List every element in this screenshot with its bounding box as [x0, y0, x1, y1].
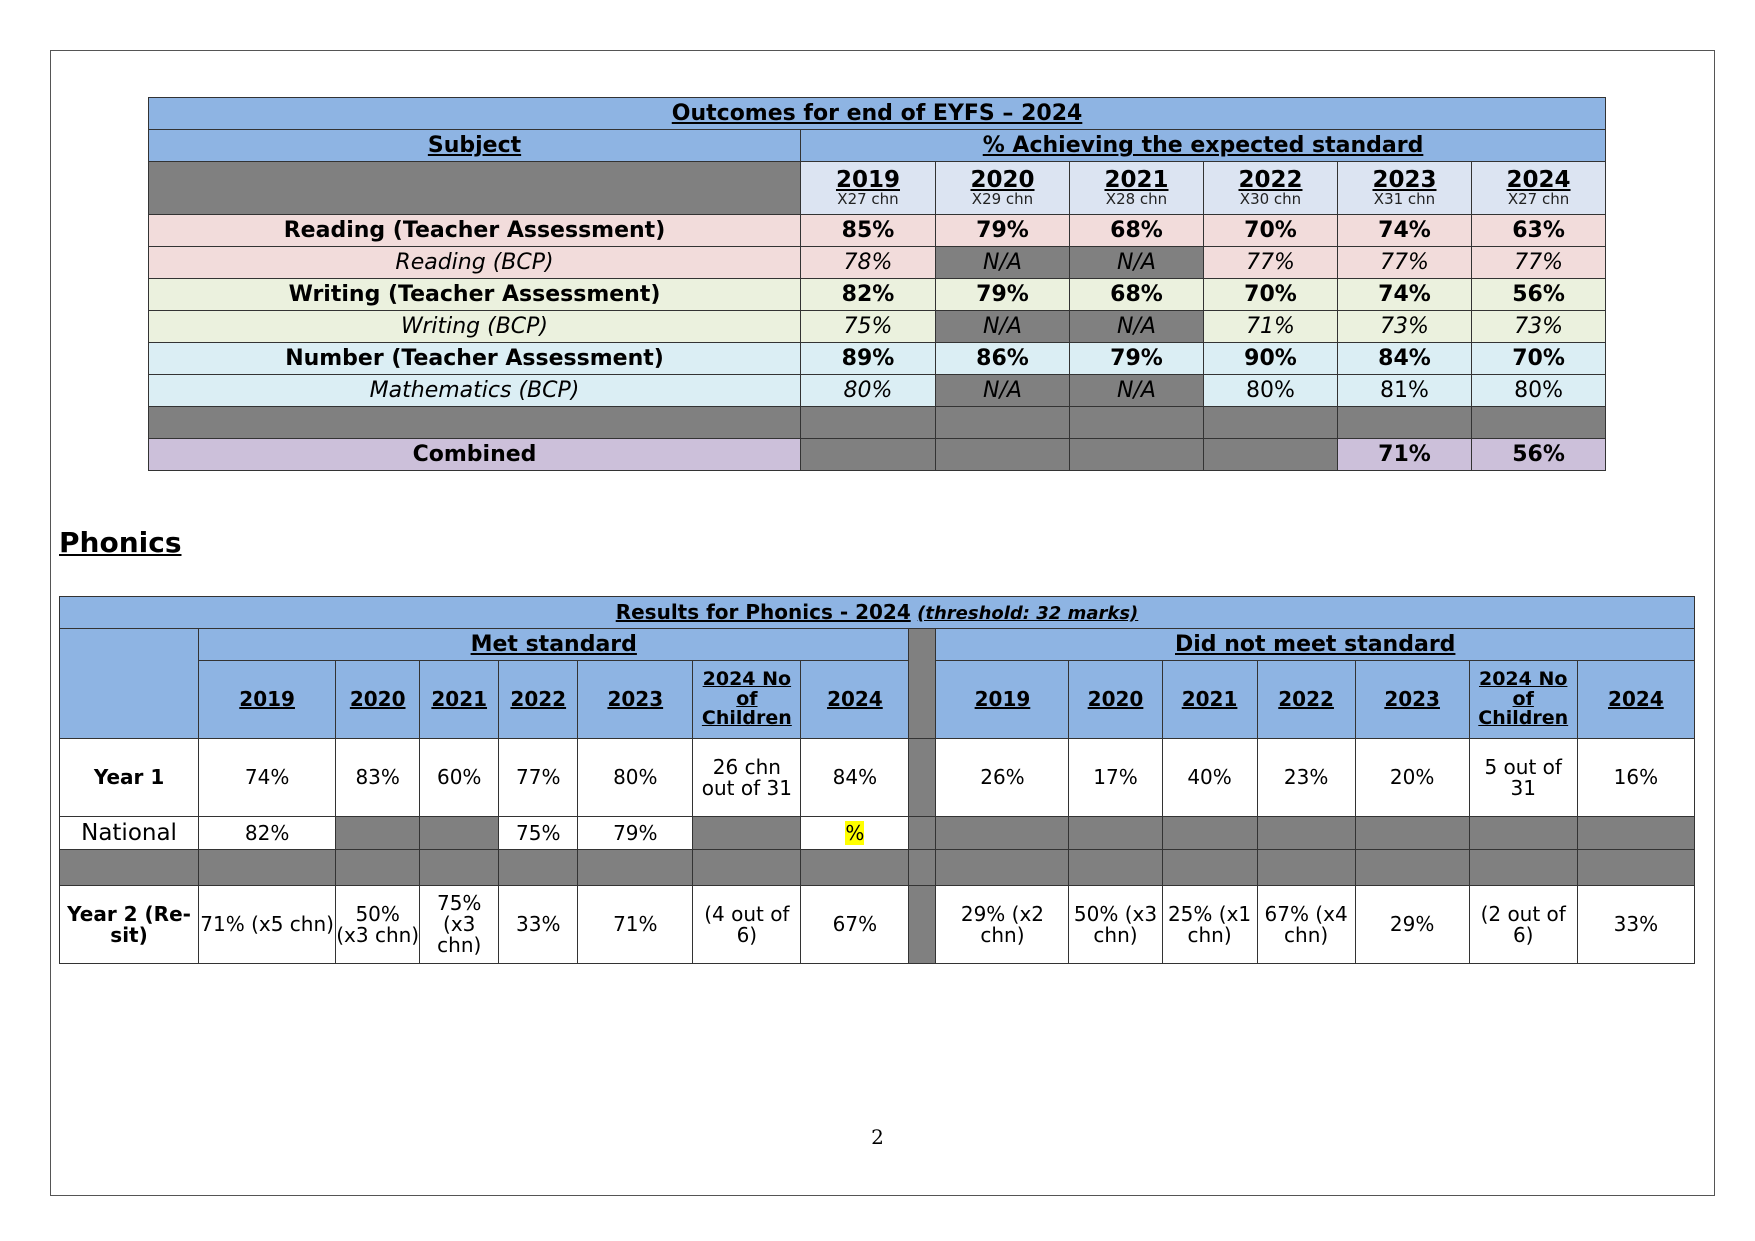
value-cell: 74% — [1338, 279, 1472, 311]
phonics-heading: Phonics — [59, 526, 182, 559]
page-number: 2 — [871, 1125, 884, 1149]
blank-header-cell — [60, 629, 199, 739]
table-row — [149, 215, 1606, 247]
value-cell: 75% (x3 chn) — [420, 886, 499, 964]
subject-header: Subject — [149, 130, 801, 162]
value-cell: 67% — [801, 886, 909, 964]
year-header: 2021 — [420, 661, 499, 739]
value-cell: 71% — [1204, 311, 1338, 343]
value-cell: 50% (x3 chn) — [336, 886, 420, 964]
year-header: 2020 — [336, 661, 420, 739]
value-cell: N/A — [936, 311, 1070, 343]
value-cell: 84% — [801, 739, 909, 817]
table-row — [149, 247, 1606, 279]
table-row — [149, 375, 1606, 407]
value-cell: 56% — [1472, 439, 1606, 471]
value-cell: 79% — [936, 215, 1070, 247]
separator-cell — [909, 886, 936, 964]
value-cell: 89% — [801, 343, 936, 375]
value-cell: 29% (x2 chn) — [936, 886, 1069, 964]
table-row — [60, 817, 1695, 850]
value-cell — [801, 439, 936, 471]
year-header: 2021 — [1162, 661, 1257, 739]
value-cell: 82% — [801, 279, 936, 311]
value-cell: 71% — [578, 886, 693, 964]
row-label: Combined — [149, 439, 801, 471]
row-label: Writing (Teacher Assessment) — [149, 279, 801, 311]
phonics-results-table — [59, 596, 1695, 964]
value-cell: 84% — [1338, 343, 1472, 375]
year-header: 2023 — [578, 661, 693, 739]
row-label: Writing (BCP) — [149, 311, 801, 343]
value-cell: 90% — [1204, 343, 1338, 375]
value-cell: 70% — [1204, 279, 1338, 311]
value-cell: 86% — [936, 343, 1070, 375]
value-cell: 68% — [1070, 279, 1204, 311]
value-cell: 40% — [1162, 739, 1257, 817]
value-cell: 80% — [1472, 375, 1606, 407]
year-header: 2021 X28 chn — [1070, 162, 1204, 215]
value-cell: 79% — [1070, 343, 1204, 375]
value-cell: N/A — [936, 247, 1070, 279]
table-row — [149, 343, 1606, 375]
combined-row — [149, 439, 1606, 471]
row-label: Year 2 (Re-sit) — [60, 886, 199, 964]
row-label: Reading (Teacher Assessment) — [149, 215, 801, 247]
blank-header-cell — [149, 162, 801, 215]
value-cell — [420, 817, 499, 850]
value-cell: 71% — [1338, 439, 1472, 471]
value-cell: 74% — [199, 739, 336, 817]
eyfs-outcomes-table — [148, 97, 1606, 471]
value-cell: 77% — [1204, 247, 1338, 279]
value-cell: 70% — [1204, 215, 1338, 247]
value-cell: 79% — [578, 817, 693, 850]
value-cell: 77% — [1338, 247, 1472, 279]
value-cell: 26 chn out of 31 — [693, 739, 801, 817]
year-header: 2022 X30 chn — [1204, 162, 1338, 215]
value-cell: 74% — [1338, 215, 1472, 247]
year-header: 2024 X27 chn — [1472, 162, 1606, 215]
value-cell: 33% — [499, 886, 578, 964]
year-header: 2024 — [801, 661, 909, 739]
year-header: 2020 — [1069, 661, 1162, 739]
value-cell: 85% — [801, 215, 936, 247]
value-cell: 79% — [936, 279, 1070, 311]
value-cell: 75% — [801, 311, 936, 343]
value-cell: 17% — [1069, 739, 1162, 817]
row-label: Mathematics (BCP) — [149, 375, 801, 407]
value-cell: 33% — [1577, 886, 1694, 964]
standard-header: % Achieving the expected standard — [801, 130, 1606, 162]
value-cell: 26% — [936, 739, 1069, 817]
value-cell: 77% — [1472, 247, 1606, 279]
value-cell: 68% — [1070, 215, 1204, 247]
value-cell: 23% — [1257, 739, 1355, 817]
year-header: 2019 — [199, 661, 336, 739]
spacer-row — [149, 407, 1606, 439]
value-cell: (4 out of 6) — [693, 886, 801, 964]
row-label: Number (Teacher Assessment) — [149, 343, 801, 375]
value-cell: 71% (x5 chn) — [199, 886, 336, 964]
year-header: 2023 X31 chn — [1338, 162, 1472, 215]
value-cell: 5 out of 31 — [1469, 739, 1577, 817]
year-header: 2024 No of Children — [693, 661, 801, 739]
value-cell: 77% — [499, 739, 578, 817]
year-header: 2024 No of Children — [1469, 661, 1577, 739]
value-cell: 81% — [1338, 375, 1472, 407]
table-row — [149, 279, 1606, 311]
value-cell — [693, 817, 801, 850]
value-cell: 80% — [1204, 375, 1338, 407]
year-header: 2024 — [1577, 661, 1694, 739]
value-cell: 25% (x1 chn) — [1162, 886, 1257, 964]
phonics-title: Results for Phonics - 2024 (threshold: 32 marks) — [60, 597, 1695, 629]
value-cell: 73% — [1338, 311, 1472, 343]
row-label: National — [60, 817, 199, 850]
table-row — [149, 311, 1606, 343]
value-cell — [801, 817, 909, 850]
value-cell: 75% — [499, 817, 578, 850]
highlighted-value: % — [845, 820, 865, 845]
separator-cell — [909, 739, 936, 817]
value-cell: 80% — [801, 375, 936, 407]
value-cell — [936, 439, 1070, 471]
value-cell: (2 out of 6) — [1469, 886, 1577, 964]
value-cell: 29% — [1355, 886, 1469, 964]
value-cell: N/A — [1070, 375, 1204, 407]
value-cell: 60% — [420, 739, 499, 817]
table-row — [60, 886, 1695, 964]
value-cell: 56% — [1472, 279, 1606, 311]
spacer-row — [60, 850, 1695, 886]
value-cell: N/A — [1070, 247, 1204, 279]
year-header: 2019 — [936, 661, 1069, 739]
year-header: 2023 — [1355, 661, 1469, 739]
value-cell: 73% — [1472, 311, 1606, 343]
value-cell — [336, 817, 420, 850]
value-cell: 80% — [578, 739, 693, 817]
value-cell — [1204, 439, 1338, 471]
met-standard-header: Met standard — [199, 629, 909, 661]
year-header: 2020 X29 chn — [936, 162, 1070, 215]
year-header: 2019 X27 chn — [801, 162, 936, 215]
value-cell — [1070, 439, 1204, 471]
value-cell: 67% (x4 chn) — [1257, 886, 1355, 964]
not-met-standard-header: Did not meet standard — [936, 629, 1695, 661]
value-cell: N/A — [1070, 311, 1204, 343]
value-cell: 78% — [801, 247, 936, 279]
value-cell: N/A — [936, 375, 1070, 407]
value-cell: 20% — [1355, 739, 1469, 817]
value-cell: 63% — [1472, 215, 1606, 247]
value-cell: 70% — [1472, 343, 1606, 375]
value-cell: 16% — [1577, 739, 1694, 817]
value-cell: 82% — [199, 817, 336, 850]
year-header: 2022 — [1257, 661, 1355, 739]
separator-column — [909, 629, 936, 739]
value-cell: 83% — [336, 739, 420, 817]
row-label: Year 1 — [60, 739, 199, 817]
year-header: 2022 — [499, 661, 578, 739]
row-label: Reading (BCP) — [149, 247, 801, 279]
table-row — [60, 739, 1695, 817]
value-cell: 50% (x3 chn) — [1069, 886, 1162, 964]
eyfs-title: Outcomes for end of EYFS – 2024 — [149, 98, 1606, 130]
